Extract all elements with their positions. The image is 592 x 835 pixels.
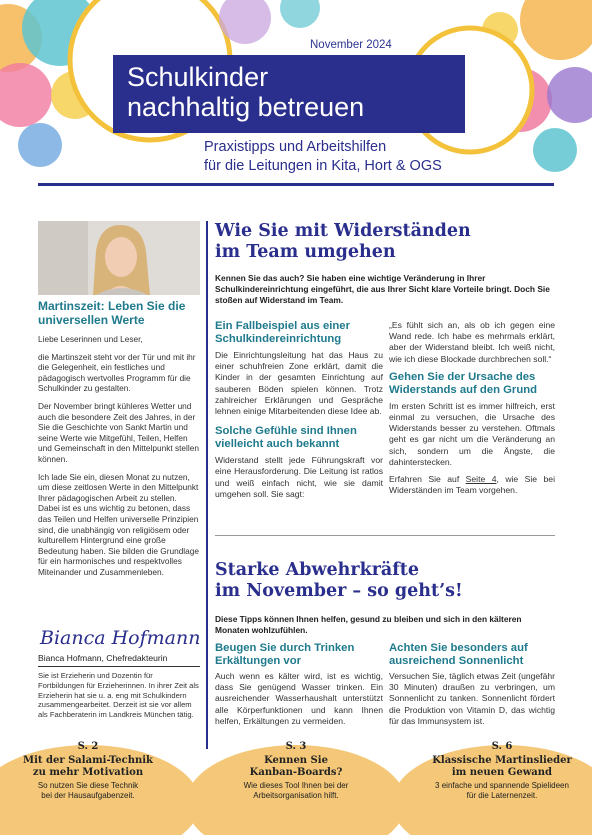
editor-photo xyxy=(38,221,200,295)
article2-sun-text: Versuchen Sie, täglich etwas Zeit (ungefähr 30 Minuten) draußen zu verbringen, um Sonnenlicht zu tanken. Sonnenlicht fördert die Produktion von Vitamin D, das wichtig für das Immunsystem ist. xyxy=(389,671,555,726)
article1-heading-case: Ein Fallbeispiel aus einer Schulkindereinrichtung xyxy=(215,320,350,345)
title-line-2: nachhaltig betreuen xyxy=(127,92,365,122)
article-separator xyxy=(215,535,555,536)
article1-heading-feelings: Solche Gefühle sind Ihnen vielleicht auch bekannt xyxy=(215,425,357,451)
bubble-orange-right xyxy=(520,0,592,60)
article2-title-line-2: im November – so geht’s! xyxy=(215,581,463,601)
article1-title-line-2: im Team umgehen xyxy=(215,242,396,262)
article1-lead: Kennen Sie das auch? Sie haben eine wichtige Veränderung in Ihrer Schulkindereinrichtung eingeführt, die aus Ihrer Sicht klare Vorteile bringt. Doch Sie stoßen auf Widerstand im Team. xyxy=(215,273,550,305)
editor-bio: Sie ist Erzieherin und Dozentin für Fortbildungen für Erzieherinnen. In ihrer Zeit als Erzieherin hat sie u. a. eng mit Schulkindern zusammengearbeitet. Derzeit ist sie vor allem als Fachberaterin im Landkreis München tätig. xyxy=(38,671,199,720)
article1-quote: „Es fühlt sich an, als ob ich gegen eine Wand rede. Ich habe es mehrmals erklärt, aber der Widerstand bleibt. Ich weiß nicht, wie ich diese Blockade durchbrechen soll.“ xyxy=(389,320,555,364)
teaser-page: S. 6 xyxy=(491,741,513,752)
teaser-title-line: Kanban-Boards? xyxy=(249,767,343,778)
article2-title xyxy=(215,560,545,602)
article1-title xyxy=(215,221,545,263)
article1-more-after: , wie Sie bei Widerständen im Team vorgehen. xyxy=(389,474,555,496)
article2-heading-sun: Achten Sie besonders auf ausreichend Sonnenlicht xyxy=(389,642,528,667)
article1-more-before: Erfahren Sie auf xyxy=(389,474,466,485)
editorial-paragraph: Ich lade Sie ein, diesen Monat zu nutzen, um diese zeitlosen Werte in den Mittelpunkt Ihrer pädagogischen Arbeit zu stellen. Dabei ist es uns wichtig zu betonen, dass das Teilen und Helfen universelle Prinzipien sind, die unabhängig von religiösem oder kulturellem Hintergrund eine große Bedeutung haben. Sie bilden die Grundlage für ein harmonisches und respektvolles Miteinander und Zusammenleben. xyxy=(38,471,199,577)
svg-text:Bianca Hofmann: Bianca Hofmann xyxy=(40,627,200,649)
page-4-link[interactable]: Seite 4 xyxy=(465,474,497,485)
teaser-title-line: Mit der Salami-Technik xyxy=(23,755,153,766)
article2-lead: Diese Tipps können Ihnen helfen, gesund zu bleiben und sich in den kälteren Monaten wohlzufühlen. xyxy=(215,614,522,635)
teaser-title-line: zu mehr Motivation xyxy=(32,767,144,778)
subtitle-line-1: Praxistipps und Arbeitshilfen xyxy=(204,139,387,155)
teaser-sub-line: Wie dieses Tool Ihnen bei der xyxy=(243,781,349,790)
article2-col-left xyxy=(215,642,383,727)
teaser-title-line: Klassische Martinslieder xyxy=(432,755,572,766)
teaser-title-line: im neuen Gewand xyxy=(451,767,553,778)
teaser-sub-line: 3 einfache und spannende Spielideen xyxy=(435,781,569,790)
bubble-pink-left xyxy=(0,63,52,127)
article2-heading-drink: Beugen Sie durch Trinken Erkältungen vor xyxy=(215,642,355,667)
teaser-1[interactable] xyxy=(0,741,176,801)
issue-date: November 2024 xyxy=(310,39,392,51)
teaser-sub-line: bei der Hausaufgabenzeit. xyxy=(41,791,135,800)
teaser-sub-line: Arbeitsorganisation hilft. xyxy=(253,791,339,800)
editorial-body xyxy=(38,334,200,584)
column-divider xyxy=(206,221,208,749)
title-line-1: Schulkinder xyxy=(127,62,269,92)
teaser-sub-line: So nutzen Sie diese Technik xyxy=(37,781,139,790)
signature-caption: Bianca Hofmann, Chefredakteurin xyxy=(38,653,168,663)
newsletter-subtitle xyxy=(204,138,544,176)
header-divider xyxy=(38,183,554,186)
article1-cause-text: Im ersten Schritt ist es immer hilfreich, erst einmal zu versuchen, die Ursache des Widerstands besser zu verstehen. Oftmals geht es gar nicht um die Veränderung an sich, sondern um die Ängste, die dahinterstecken. xyxy=(389,400,555,467)
editorial-title: Martinszeit: Leben Sie die universellen Werte xyxy=(38,299,186,327)
article1-more xyxy=(389,474,555,496)
teaser-page: S. 2 xyxy=(77,741,99,752)
article1-case-text: Die Einrichtungsleitung hat das Haus zu einer schuhfreien Zone erklärt, damit die Kinder in der gesamten Einrichtung auf sauberen Böden spielen können. Trotz zahlreicher Erklärungen und Gespräche lehnen einige Mitarbeitenden diese Idee ab. xyxy=(215,350,383,417)
article1-col-left xyxy=(215,320,383,500)
signature xyxy=(38,622,200,652)
teaser-page: S. 3 xyxy=(285,741,307,752)
newsletter-title xyxy=(113,55,465,133)
teaser-sub-line: für die Laternenzeit. xyxy=(466,791,538,800)
bubble-purple-right xyxy=(547,67,592,123)
article2-col-right xyxy=(389,642,555,727)
article1-col-right xyxy=(389,320,555,496)
signature-divider xyxy=(38,666,200,667)
article2-drink-text: Auch wenn es kälter wird, ist es wichtig, dass Sie genügend Wasser trinken. Ein ausreichender Wasserhaushalt unterstützt alle Körperfunktionen und kann Ihnen helfen, Erkältungen zu vermeiden. xyxy=(215,671,383,726)
editorial-paragraph: die Martinszeit steht vor der Tür und mit ihr die Gelegenheit, ein festliches und pädagogisch wertvolles Programm für die Schulkinder zu gestalten. xyxy=(38,351,196,394)
editorial-greeting: Liebe Leserinnen und Leser, xyxy=(38,334,143,344)
article1-heading-cause: Gehen Sie der Ursache des Widerstands auf den Grund xyxy=(389,370,538,396)
bubble-teal-top xyxy=(280,0,320,28)
article2-title-line-1: Starke Abwehrkräfte xyxy=(215,560,420,580)
article1-feelings-text: Widerstand stellt jede Führungskraft vor eine Herausforderung. Die Leitung ist ratlos und weiß einfach nicht, wie sie damit umgehen soll. Sie sagt: xyxy=(215,455,383,499)
teaser-title-line: Kennen Sie xyxy=(264,755,328,766)
subtitle-line-2: für die Leitungen in Kita, Hort & OGS xyxy=(204,158,442,174)
teaser-2[interactable] xyxy=(206,741,386,801)
article1-title-line-1: Wie Sie mit Widerständen xyxy=(215,221,471,241)
bubble-blue-left xyxy=(18,123,62,167)
teaser-3[interactable] xyxy=(412,741,592,801)
editorial-paragraph: Der November bringt kühleres Wetter und auch die besondere Zeit des Jahres, in der Sie die Geschichte von Sankt Martin und seine Werte wie Mitgefühl, Teilen, Helfen und Gemeinschaft in den Mittelpunkt stellen können. xyxy=(38,400,199,464)
